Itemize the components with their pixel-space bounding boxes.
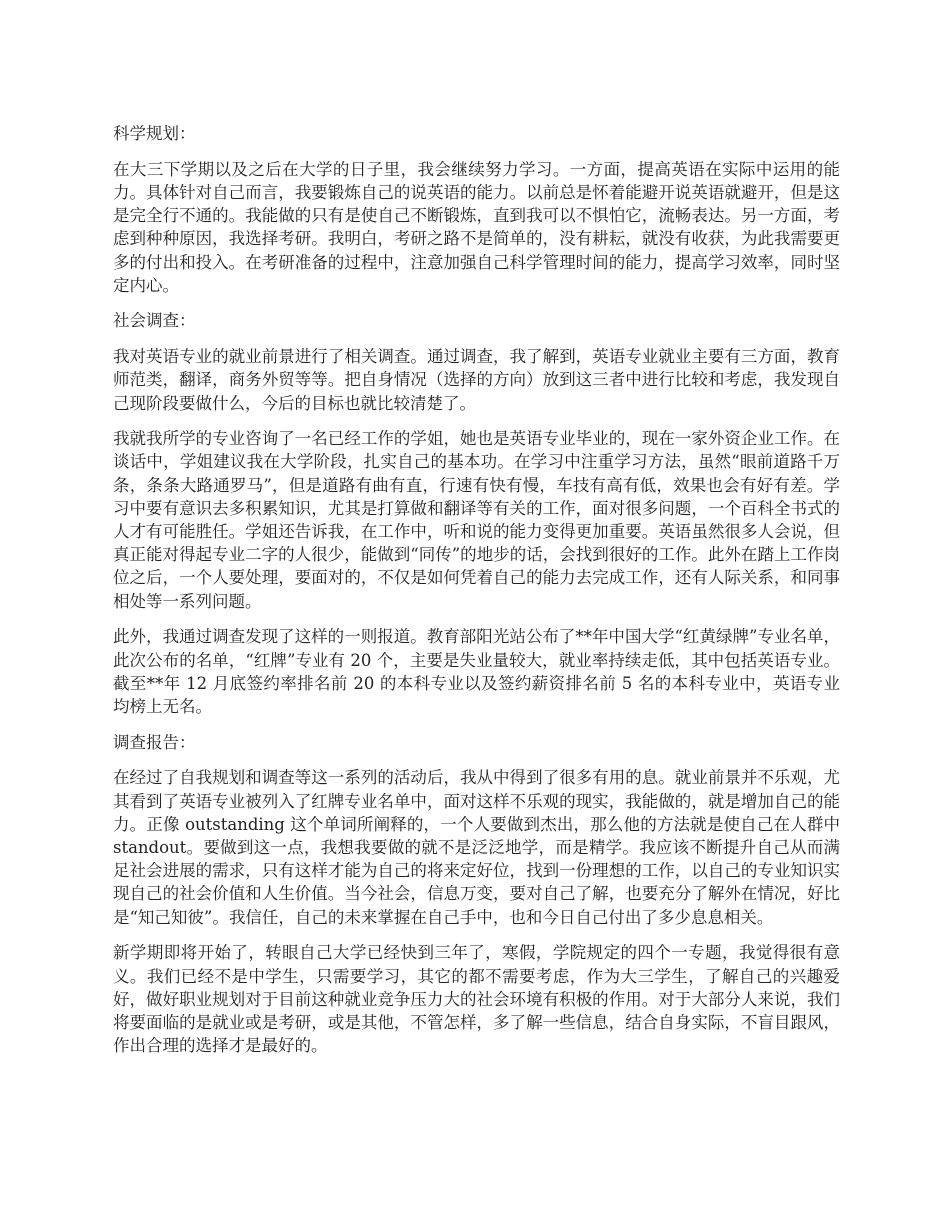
paragraph-report-conclusion: 新学期即将开始了，转眼自己大学已经快到三年了，寒假，学院规定的四个一专题，我觉得很有意义。我们已经不是中学生，只需要学习，其它的都不需要考虑，作为大三学生，了解自己的兴趣爱好，做好职业规划对于目前这种就业竞争压力大的社会环境有积极的作用。对于大部分人来说，我们将要面临的是就业或是考研，或是其他，不管怎样，多了解一些信息，结合自身实际，不盲目跟风，作出合理的选择才是最好的。 [113, 943, 840, 1056]
section-heading-report: 调查报告： [113, 732, 196, 752]
paragraph-survey-consultation: 我就我所学的专业咨询了一名已经工作的学姐，她也是英语专业毕业的，现在一家外资企业工作。在谈话中，学姐建议我在大学阶段，扎实自己的基本功。在学习中注重学习方法，虽然“眼前道路千万条，条条大路通罗马”，但是道路有曲有直，行速有快有慢，车技有高有低，效果也会有好有差。学习中要有意识去多积累知识，尤其是打算做和翻译等有关的工作，面对很多问题，一个百科全书式的人才有可能胜任。学姐还告诉我，在工作中，听和说的能力变得更加重要。英语虽然很多人会说，但真正能对得起专业二字的人很少，能做到“同传”的地步的话，会找到很好的工作。此外在踏上工作岗位之后，一个人要处理，要面对的，不仅是如何凭着自己的能力去完成工作，还有人际关系，和同事相处等一系列问题。 [113, 429, 840, 611]
paragraph-survey-report-news: 此外，我通过调查发现了这样的一则报道。教育部阳光站公布了**年中国大学“红黄绿牌”专业名单，此次公布的名单，“红牌”专业有 20 个，主要是失业量较大，就业率持续走低，其中包括英语专业。截至**年 12 月底签约率排名前 20 的本科专业以及签约薪资排名前 5 名的本科专业中，英语专业均榜上无名。 [113, 627, 840, 716]
paragraph-report-reflection: 在经过了自我规划和调查等这一系列的活动后，我从中得到了很多有用的息。就业前景并不乐观，尤其看到了英语专业被列入了红牌专业名单中，面对这样不乐观的现实，我能做的，就是增加自己的能力。正像 outstanding 这个单词所阐释的，一个人要做到杰出，那么他的方法就是使自己在人群中 standout。要做到这一点，我想我要做的就不是泛泛地学，而是精学。我应该不断提升自己从而满足社会进展的需求，只有这样才能为自己的将来定好位，找到一份理想的工作，以自己的专业知识实现自己的社会价值和人生价值。当今社会，信息万变，要对自己了解，也要充分了解外在情况，好比是“知己知彼”。我信任，自己的未来掌握在自己手中，也和今日自己付出了多少息息相关。 [113, 768, 840, 927]
paragraph-planning: 在大三下学期以及之后在大学的日子里，我会继续努力学习。一方面，提高英语在实际中运用的能力。具体针对自己而言，我要锻炼自己的说英语的能力。以前总是怀着能避开说英语就避开，但是这是完全行不通的。我能做的只有是使自己不断锻炼，直到我可以不惧怕它，流畅表达。另一方面，考虑到种种原因，我选择考研。我明白，考研之路不是简单的，没有耕耘，就没有收获，为此我需要更多的付出和投入。在考研准备的过程中，注意加强自己科学管理时间的能力，提高学习效率，同时坚定内心。 [113, 159, 840, 295]
paragraph-survey-overview: 我对英语专业的就业前景进行了相关调查。通过调查，我了解到，英语专业就业主要有三方面，教育师范类，翻译，商务外贸等等。把自身情况（选择的方向）放到这三者中进行比较和考虑，我发现自己现阶段要做什么，今后的目标也就比较清楚了。 [113, 347, 840, 413]
section-heading-planning: 科学规划： [113, 124, 196, 143]
document-page [113, 122, 840, 1070]
section-heading-survey: 社会调查： [113, 311, 196, 331]
